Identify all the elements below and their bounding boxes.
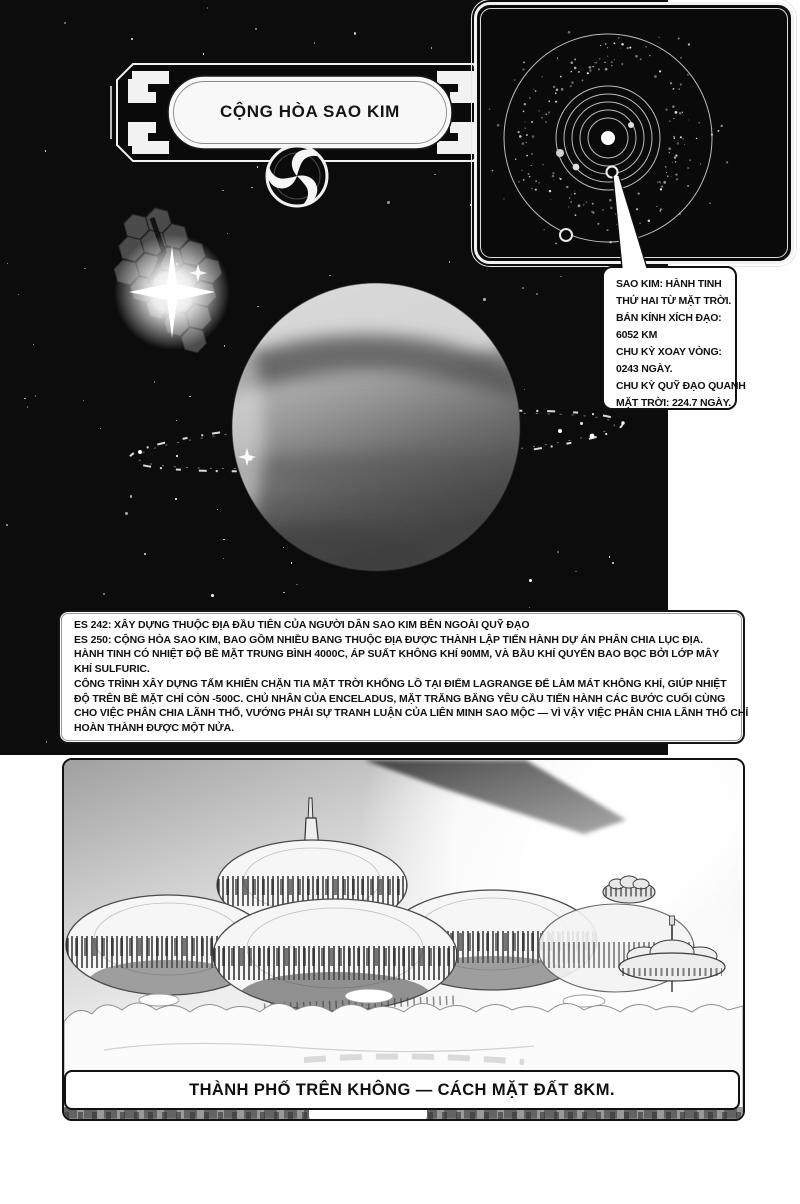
timeline-line: CHO VIỆC PHÂN CHIA LÃNH THỔ, VƯỚNG PHẢI SỰ TRANH LUẬN CỦA LIÊN MINH SAO MỘC — VÌ VẬY VIỆC PHÂN CHIA LÃNH THỔ CHỈ xyxy=(74,707,749,720)
venus-info-box xyxy=(602,266,746,410)
info-line: 6052 KM xyxy=(616,329,658,341)
timeline-line: ĐỘ TRÊN BỀ MẶT CHỈ CÒN -500C. CHỦ NHÂN CỦA ENCELADUS, MẶT TRĂNG BĂNG YÊU CẦU TIẾN HÀNH CÁC BƯỚC CUỐI CÙNG xyxy=(74,692,726,705)
timeline-line: HÀNH TINH CÓ NHIỆT ĐỘ BỀ MẶT TRUNG BÌNH 4000C, ÁP SUẤT KHÔNG KHÍ 90MM, VÀ BẦU KHÍ QUYỂN BAO BỌC BỞI LỚP MÂY xyxy=(74,648,720,661)
callout-pointer xyxy=(600,168,660,274)
timeline-line: CÔNG TRÌNH XÂY DỰNG TẤM KHIÊN CHẶN TIA MẶT TRỜI KHỔNG LỒ TẠI ĐIỂM LAGRANGE ĐỂ LÀM MÁT KHÔNG KHÍ, GIÚP NHIỆT xyxy=(74,677,727,690)
timeline-line: HOÀN THÀNH ĐƯỢC MỘT NỬA. xyxy=(74,721,234,734)
city-caption-box xyxy=(64,1070,740,1110)
city-panel xyxy=(62,758,745,1121)
city-caption: THÀNH PHỐ TRÊN KHÔNG — CÁCH MẶT ĐẤT 8KM. xyxy=(189,1080,615,1099)
sun-icon xyxy=(601,131,615,145)
sun-flare xyxy=(114,234,230,350)
info-line: MẶT TRỜI: 224.7 NGÀY. xyxy=(616,397,732,409)
timeline-line: KHÍ SULFURIC. xyxy=(74,663,150,676)
page-title: CỘNG HÒA SAO KIM xyxy=(220,102,400,121)
info-line: CHU KỲ QUỸ ĐẠO QUANH xyxy=(616,380,746,392)
info-line: SAO KIM: HÀNH TINH xyxy=(616,278,722,290)
timeline-line: ES 250: CỘNG HÒA SAO KIM, BAO GỒM NHIỀU BANG THUỘC ĐỊA ĐƯỢC THÀNH LẬP TIẾN HÀNH DỰ ÁN PHÂN CHIA LỤC ĐỊA. xyxy=(74,633,703,646)
planet-venus xyxy=(178,260,554,602)
timeline-line: ES 242: XÂY DỰNG THUỘC ĐỊA ĐẦU TIÊN CỦA NGƯỜI DÂN SAO KIM BÊN NGOÀI QUỸ ĐẠO xyxy=(74,619,530,631)
info-line: THỨ HAI TỪ MẶT TRỜI. xyxy=(616,295,732,307)
timeline-text-box xyxy=(58,610,749,744)
info-line: CHU KỲ XOAY VÒNG: xyxy=(616,346,722,358)
info-line: BÁN KÍNH XÍCH ĐẠO: xyxy=(616,312,722,324)
info-line: 0243 NGÀY. xyxy=(616,363,673,375)
city-artwork xyxy=(64,760,743,1119)
